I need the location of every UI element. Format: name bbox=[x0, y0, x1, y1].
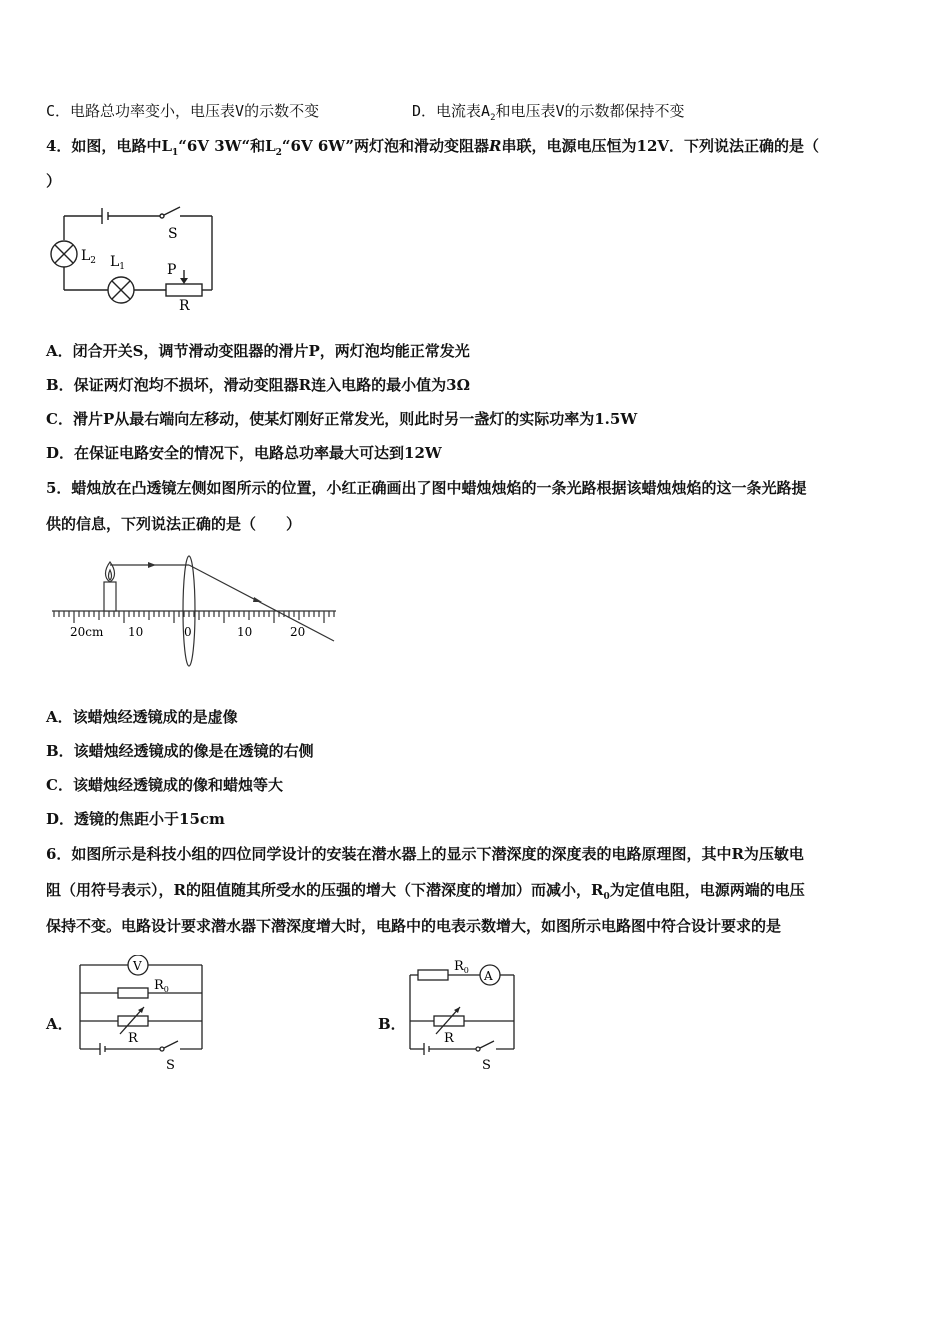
label-r0: $R_0$ bbox=[454, 959, 469, 975]
light-ray-refracted bbox=[189, 565, 334, 641]
label-r: R bbox=[444, 1031, 454, 1046]
resistor-r0 bbox=[118, 988, 148, 998]
prev-option-d-post: 和电压表V的示数都保持不变 bbox=[495, 102, 685, 120]
label-s: S bbox=[168, 226, 178, 242]
q4-r-italic: R bbox=[489, 137, 502, 155]
q4-stem-line2: ） bbox=[46, 172, 62, 190]
label-l1: $L_1$ bbox=[110, 254, 126, 272]
label-s: S bbox=[482, 1058, 491, 1073]
label-v: V bbox=[133, 959, 142, 973]
label-r: R bbox=[179, 298, 190, 312]
q4-option-b: B．保证两灯泡均不损坏，滑动变阻器R连入电路的最小值为3Ω bbox=[46, 376, 470, 394]
prev-option-d bbox=[412, 101, 685, 128]
ruler-label-10-right: 10 bbox=[237, 625, 253, 639]
q6-stem-line2-pre: 阻（用符号表示），R的阻值随其所受水的压强的增大（下潜深度的增加）而减小，R bbox=[46, 881, 604, 899]
q6-circuit-a bbox=[74, 955, 214, 1073]
q4-stem-d: 串联，电源电压恒为12V．下列说法正确的是（ bbox=[501, 137, 820, 155]
q4-stem-c: “6V 6W”两灯泡和滑动变阻器 bbox=[281, 137, 490, 155]
q5-stem-line2: 供的信息，下列说法正确的是（ ） bbox=[46, 515, 302, 533]
pressure-resistor-r bbox=[434, 1016, 464, 1026]
ruler-ticks bbox=[54, 611, 334, 623]
q4-stem bbox=[46, 136, 819, 163]
label-s: S bbox=[166, 1058, 175, 1073]
switch-blade bbox=[164, 207, 180, 215]
q5-stem-line1: 5．蜡烛放在凸透镜左侧如图所示的位置，小红正确画出了图中蜡烛烛焰的一条光路根据该蜡烛烛焰的这一条光路提 bbox=[46, 479, 807, 497]
q4-stem-b: “6V 3W“和L bbox=[178, 137, 276, 155]
q6-stem-line2 bbox=[46, 880, 805, 907]
q6-stem-line3: 保持不变。电路设计要求潜水器下潜深度增大时，电路中的电表示数增大，如图所示电路图中符合设计要求的是 bbox=[46, 917, 782, 935]
label-p: P bbox=[167, 262, 177, 278]
q4-option-d: D．在保证电路安全的情况下，电路总功率最大可达到12W bbox=[46, 444, 442, 462]
prev-option-d-pre: D．电流表A bbox=[412, 102, 491, 120]
prev-option-d-sub: 2 bbox=[490, 113, 496, 123]
q4-option-a: A．闭合开关S，调节滑动变阻器的滑片P，两灯泡均能正常发光 bbox=[46, 342, 470, 360]
q5-option-b: B．该蜡烛经透镜成的像是在透镜的右侧 bbox=[46, 742, 314, 760]
q6-option-a-label: A． bbox=[46, 1015, 73, 1033]
label-r: R bbox=[128, 1031, 138, 1046]
label-a: A bbox=[484, 969, 493, 983]
ruler-label-10-left: 10 bbox=[128, 625, 144, 639]
q6-circuit-b bbox=[404, 955, 528, 1073]
q5-option-d: D．透镜的焦距小于15cm bbox=[46, 810, 225, 828]
q6-stem-line2-post: 为定值电阻，电源两端的电压 bbox=[609, 881, 805, 899]
q4-sub2: 2 bbox=[275, 148, 282, 158]
q4-circuit-diagram bbox=[44, 202, 224, 312]
prev-option-c: C．电路总功率变小，电压表V的示数不变 bbox=[46, 102, 320, 120]
q5-option-c: C．该蜡烛经透镜成的像和蜡烛等大 bbox=[46, 776, 283, 794]
q5-lens-diagram bbox=[44, 548, 344, 672]
ruler-label-0: 0 bbox=[184, 625, 192, 639]
q5-option-a: A．该蜡烛经透镜成的是虚像 bbox=[46, 708, 238, 726]
q6-option-b-label: B． bbox=[378, 1015, 406, 1033]
switch-blade bbox=[480, 1041, 494, 1048]
label-r0: $R_0$ bbox=[154, 978, 169, 994]
q4-option-c: C．滑片P从最右端向左移动，使某灯刚好正常发光，则此时另一盏灯的实际功率为1.5W bbox=[46, 410, 638, 428]
ruler-label-20cm-left: 20cm bbox=[70, 625, 104, 639]
label-l2: $L_2$ bbox=[81, 248, 97, 266]
q4-sub1: 1 bbox=[172, 148, 179, 158]
pressure-resistor-r bbox=[118, 1016, 148, 1026]
q6-stem-line2-sub: 0 bbox=[603, 892, 610, 902]
resistor-r0 bbox=[418, 970, 448, 980]
q6-stem-line1: 6．如图所示是科技小组的四位同学设计的安装在潜水器上的显示下潜深度的深度表的电路原理图，其中R为压敏电 bbox=[46, 845, 804, 863]
ruler-label-20-right: 20 bbox=[290, 625, 306, 639]
q4-stem-a: 4．如图，电路中L bbox=[46, 137, 172, 155]
rheostat-r bbox=[166, 284, 202, 296]
candle bbox=[104, 582, 116, 611]
switch-blade bbox=[164, 1041, 178, 1048]
switch-contact-left bbox=[160, 214, 164, 218]
